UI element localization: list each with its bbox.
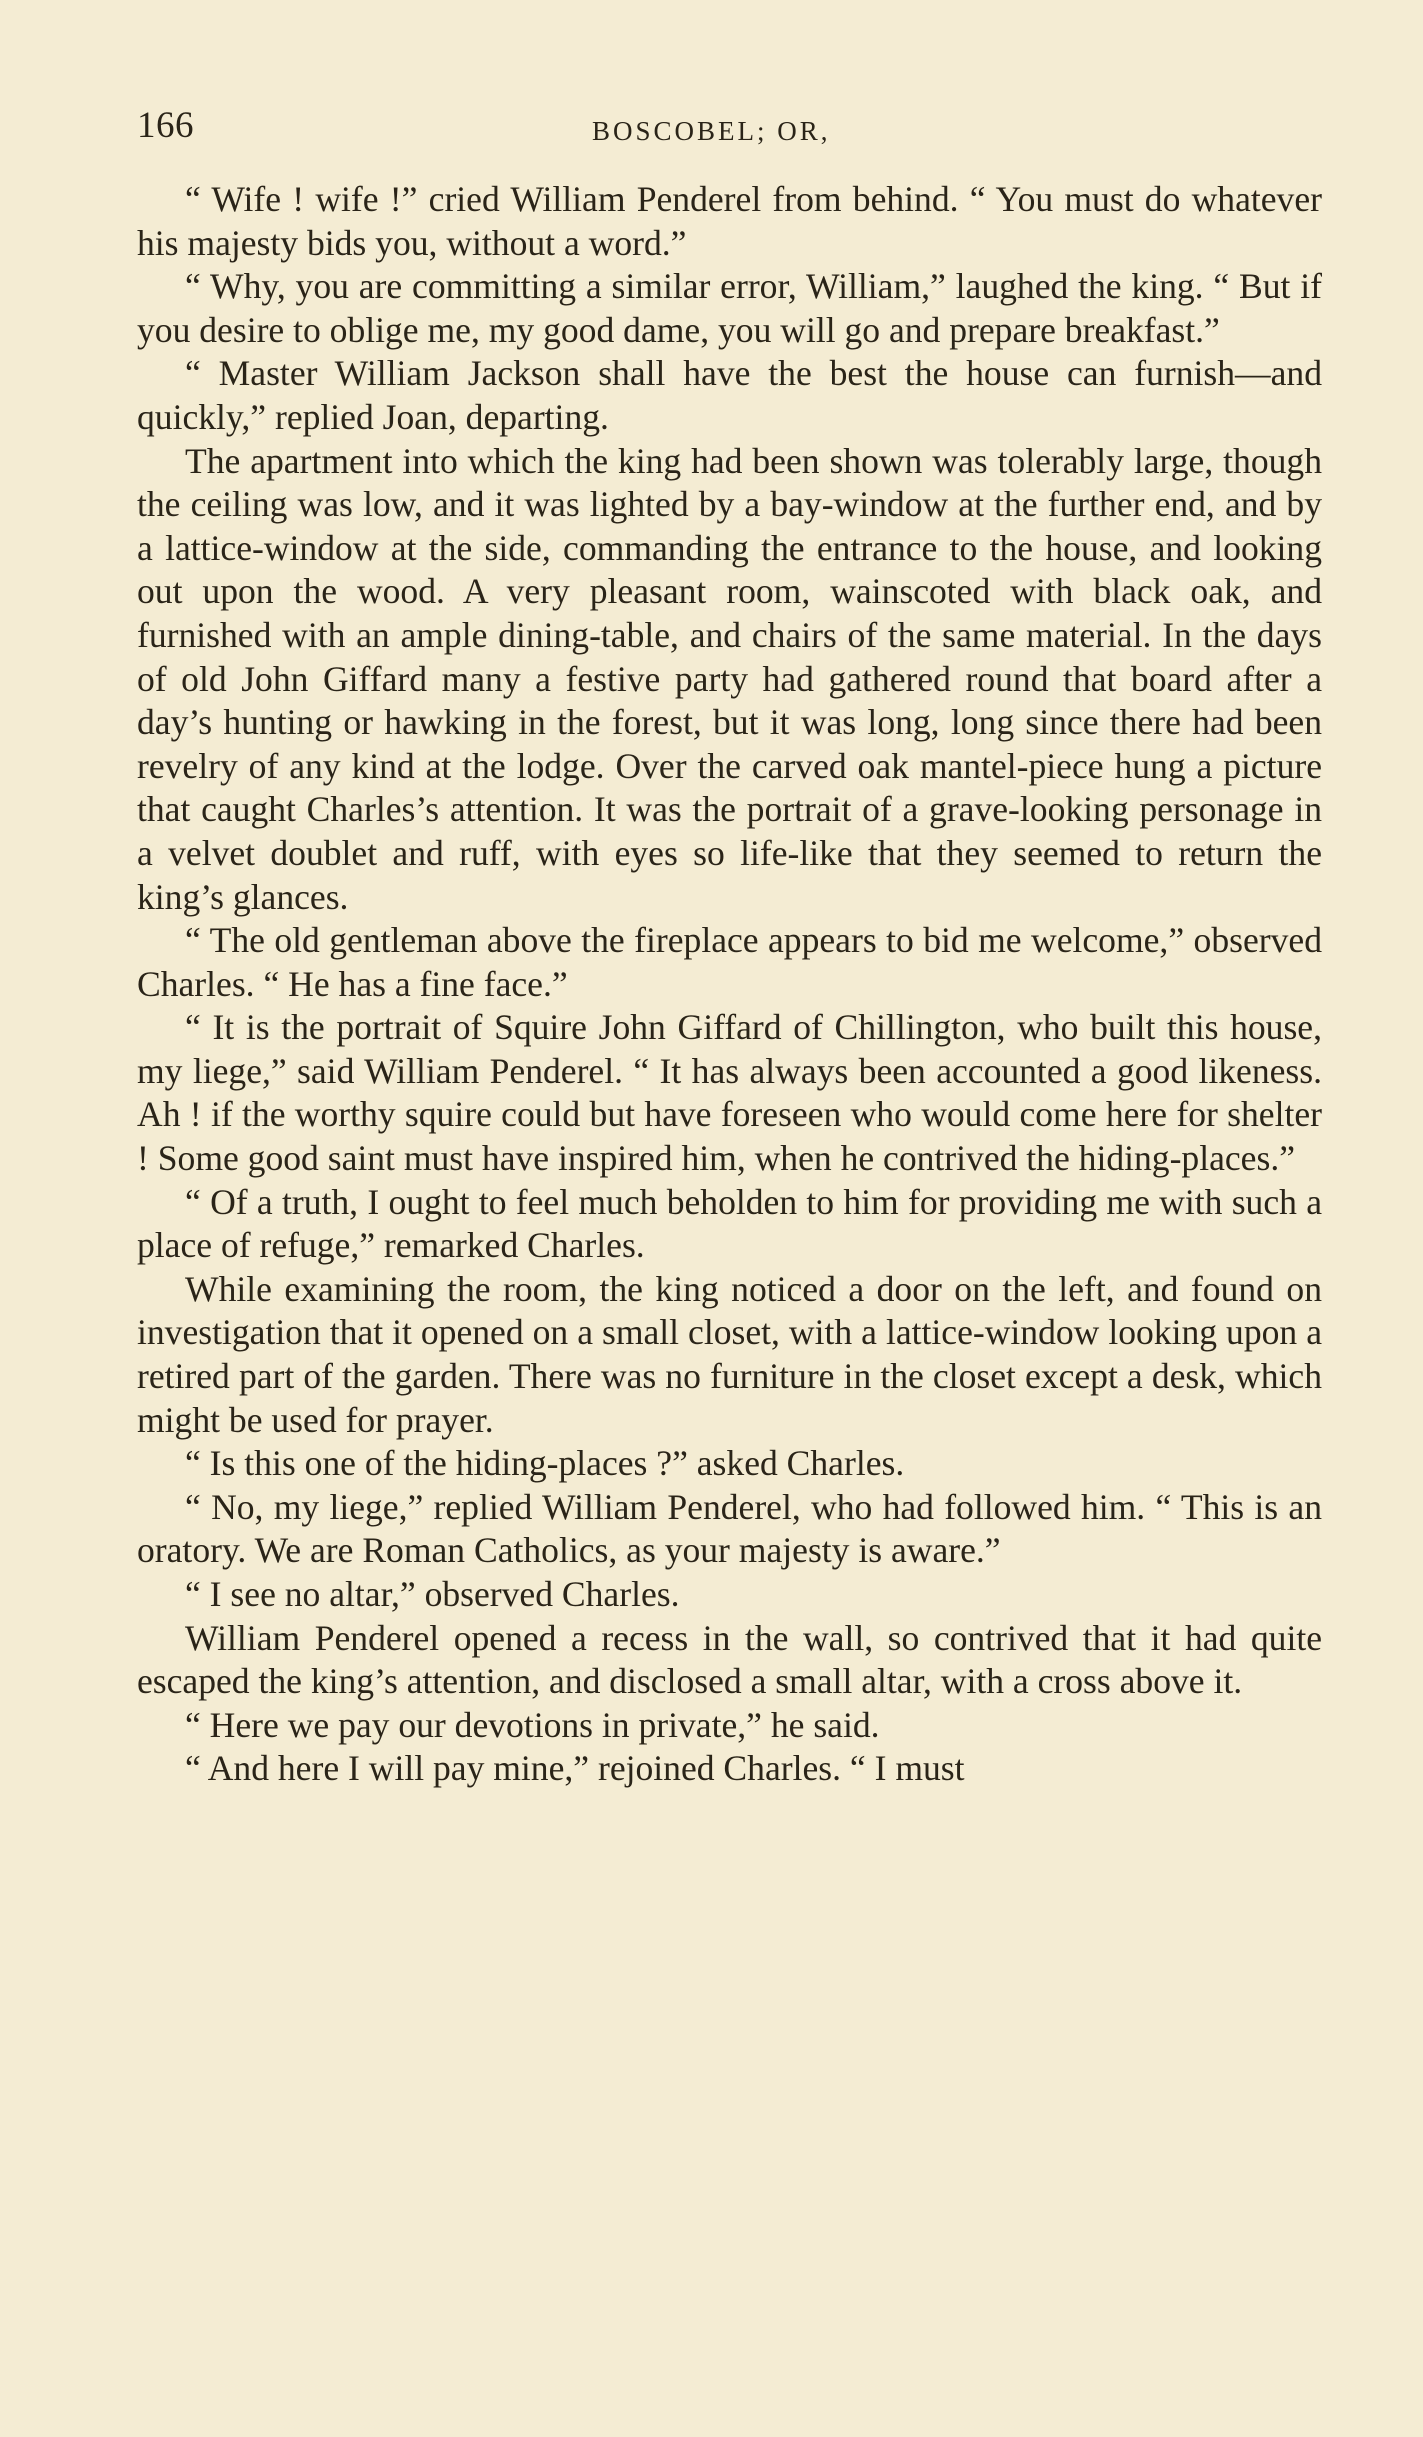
paragraph: “ Here we pay our devotions in private,” he said. [185, 1704, 880, 1745]
paragraph: “ Is this one of the hiding-places ?” asked Charles. [185, 1443, 905, 1484]
page-number: 166 [137, 105, 194, 146]
paragraph: “ No, my liege,” replied William Penderel, who had followed him. “ This is an oratory. We are Roman Catholics, as your majesty is aware.” [137, 1486, 1322, 1571]
paragraph: While examining the room, the king noticed a door on the left, and found on investigation that it opened on a small closet, with a lattice-window looking upon a retired part of the garden. There was no furniture in the closet except a desk, which might be used for prayer. [137, 1268, 1322, 1440]
paragraph: William Penderel opened a recess in the wall, so contrived that it had quite escaped the king’s attention, and disclosed a small altar, with a cross above it. [137, 1617, 1322, 1702]
paragraph: “ Master William Jackson shall have the best the house can furnish—and quickly,” replied Joan, departing. [137, 353, 1322, 437]
paragraph: The apartment into which the king had been shown was tolerably large, though the ceiling was low, and it was lighted by a bay-window at the further end, and by a lattice-window at the side, commanding the entrance to the house, and looking out upon the wood. A very pleasant room, wainscoted with black oak, and furnished with an ample dining-table, and chairs of the same material. In the days of old John Giffard many a festive party had gathered round that board after a day’s hunting or hawking in the forest, but it was long, long since there had been revelry of any kind at the lodge. Over the carved oak mantel-piece hung a picture that caught Charles’s attention. It was the portrait of a grave-looking personage in a velvet doublet and ruff, with eyes so life-like that they seemed to return the king’s glances. [137, 440, 1322, 917]
paragraph: “ Wife ! wife !” cried William Penderel from behind. “ You must do whatever his majesty bids you, without a word.” [137, 179, 1322, 263]
paragraph: “ The old gentleman above the fireplace appears to bid me welcome,” observed Charles. “ He has a fine face.” [137, 920, 1322, 1004]
paragraph: “ It is the portrait of Squire John Giffard of Chillington, who built this house, my liege,” said William Penderel. “ It has always been accounted a good likeness. Ah ! if the worthy squire could but have foreseen who would come here for shelter ! Some good saint must have inspired him, when he contrived the hiding-places.” [137, 1007, 1322, 1179]
running-title: BOSCOBEL; OR, [592, 116, 831, 146]
paragraph: “ And here I will pay mine,” rejoined Charles. “ I must [185, 1748, 965, 1789]
paragraph: “ Why, you are committing a similar error, William,” laughed the king. “ But if you desire to oblige me, my good dame, you will go and prepare breakfast.” [137, 266, 1322, 350]
body-text [137, 178, 1322, 1791]
paragraph: “ I see no altar,” observed Charles. [185, 1574, 680, 1614]
paragraph: “ Of a truth, I ought to feel much beholden to him for providing me with such a place of refuge,” remarked Charles. [137, 1181, 1322, 1266]
running-head [137, 104, 1322, 156]
